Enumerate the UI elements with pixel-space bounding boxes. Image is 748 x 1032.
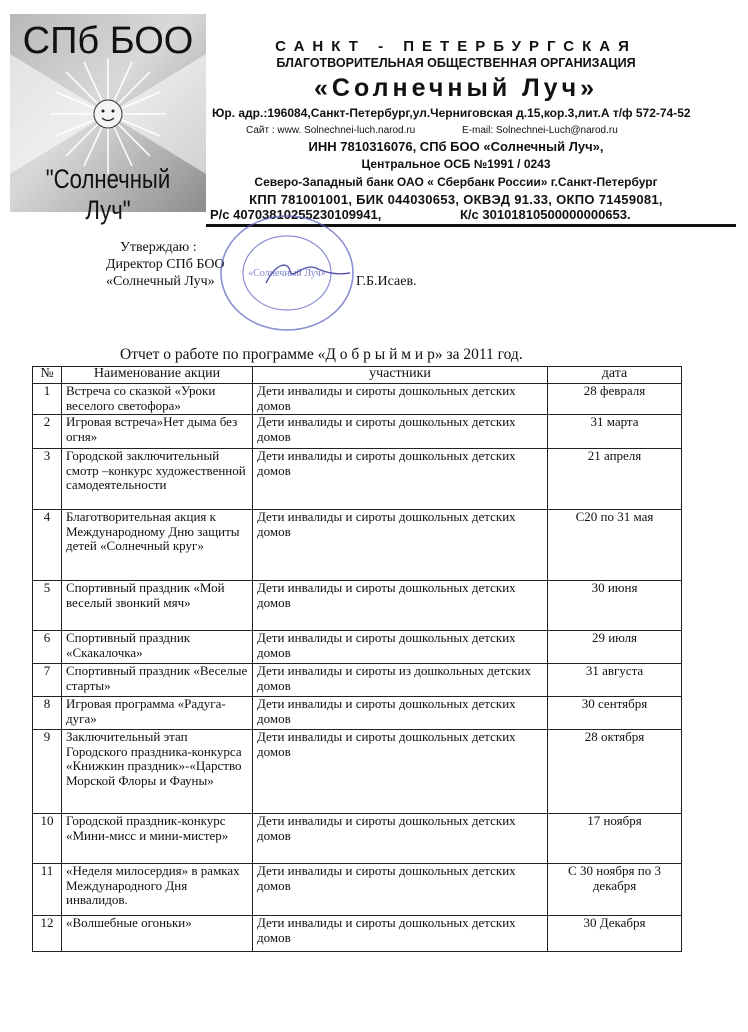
row-number: 1 — [33, 384, 62, 415]
table-row — [33, 581, 682, 631]
row-action: Игровая программа «Радуга-дуга» — [62, 697, 253, 730]
row-action: Городской праздник-конкурс «Мини-мисс и мини-мистер» — [62, 814, 253, 864]
approval-signatory: Г.Б.Исаев. — [356, 274, 417, 289]
approval-organization: «Солнечный Луч» — [106, 274, 215, 289]
row-date: 17 ноября — [548, 814, 682, 864]
logo-top-text: СПб БОО — [22, 20, 194, 62]
table-header-row — [33, 367, 682, 384]
logo-bottom-text: "Солнечный Луч" — [45, 164, 171, 225]
header-participants: участники — [253, 367, 548, 384]
row-participants: Дети инвалиды и сироты дошкольных детских домов — [253, 510, 548, 581]
correspondent-account: К/с 30101810500000000653. — [460, 207, 631, 222]
website-link[interactable]: Сайт : www. Solnechnei-luch.narod.ru — [246, 125, 416, 136]
row-date: 31 марта — [548, 415, 682, 449]
row-action: Встреча со сказкой «Уроки веселого светофора» — [62, 384, 253, 415]
row-number: 4 — [33, 510, 62, 581]
row-action: Благотворительная акция к Международному Дню защиты детей «Солнечный круг» — [62, 510, 253, 581]
table-row — [33, 631, 682, 664]
letterhead-city: САНКТ - ПЕТЕРБУРГСКАЯ — [275, 38, 637, 55]
letterhead-osb: Центральное ОСБ №1991 / 0243 — [361, 157, 551, 171]
letterhead-address: Юр. адр.:196084,Санкт-Петербург,ул.Черниговская д.15,кор.3,лит.А т/ф 572-74-52 — [212, 106, 691, 120]
report-title: Отчет о работе по программе «Д о б р ы й м и р» за 2011 год. — [120, 346, 523, 363]
row-date: 28 октября — [548, 730, 682, 814]
settlement-account: Р/с 40703810255230109941, — [210, 207, 382, 222]
organization-logo — [10, 14, 206, 225]
row-participants: Дети инвалиды и сироты дошкольных детских домов — [253, 864, 548, 916]
row-date: 30 сентября — [548, 697, 682, 730]
letterhead-inn: ИНН 7810316076, СПб БОО «Солнечный Луч», — [308, 139, 604, 154]
row-participants: Дети инвалиды и сироты дошкольных детских домов — [253, 449, 548, 510]
row-date: С 30 ноября по 3 декабря — [548, 864, 682, 916]
header-action: Наименование акции — [62, 367, 253, 384]
table-row — [33, 864, 682, 916]
row-participants: Дети инвалиды и сироты дошкольных детских домов — [253, 916, 548, 952]
row-action: Спортивный праздник «Веселые старты» — [62, 664, 253, 697]
letterhead-org-type: БЛАГОТВОРИТЕЛЬНАЯ ОБЩЕСТВЕННАЯ ОРГАНИЗАЦИЯ — [276, 56, 636, 70]
events-table — [32, 366, 682, 952]
row-number: 12 — [33, 916, 62, 952]
row-participants: Дети инвалиды и сироты дошкольных детских домов — [253, 814, 548, 864]
approval-position: Директор СПб БОО — [106, 257, 225, 272]
email-link[interactable]: E-mail: Solnechnei-Luch@narod.ru — [462, 125, 618, 136]
letterhead-codes: КПП 781001001, БИК 044030653, ОКВЭД 91.33, ОКПО 71459081, — [249, 192, 663, 207]
row-action: «Волшебные огоньки» — [62, 916, 253, 952]
table-row — [33, 916, 682, 952]
row-date: 21 апреля — [548, 449, 682, 510]
row-number: 2 — [33, 415, 62, 449]
table-row — [33, 730, 682, 814]
row-number: 8 — [33, 697, 62, 730]
table-row — [33, 449, 682, 510]
table-row — [33, 415, 682, 449]
stamp-text: «Солнечный Луч» — [248, 268, 326, 279]
row-number: 11 — [33, 864, 62, 916]
row-number: 6 — [33, 631, 62, 664]
row-action: Игровая встреча»Нет дыма без огня» — [62, 415, 253, 449]
row-participants: Дети инвалиды и сироты дошкольных детских домов — [253, 730, 548, 814]
row-number: 3 — [33, 449, 62, 510]
row-participants: Дети инвалиды и сироты из дошкольных детских домов — [253, 664, 548, 697]
table-row — [33, 697, 682, 730]
table-row — [33, 510, 682, 581]
letterhead-contacts — [246, 125, 746, 136]
row-number: 9 — [33, 730, 62, 814]
row-action: «Неделя милосердия» в рамках Международного Дня инвалидов. — [62, 864, 253, 916]
row-participants: Дети инвалиды и сироты дошкольных детских домов — [253, 415, 548, 449]
table-row — [33, 814, 682, 864]
row-participants: Дети инвалиды и сироты дошкольных детских домов — [253, 384, 548, 415]
row-number: 10 — [33, 814, 62, 864]
row-action: Городской заключительный смотр –конкурс художественной самодеятельности — [62, 449, 253, 510]
header-number: № — [33, 367, 62, 384]
row-date: 29 июля — [548, 631, 682, 664]
row-number: 7 — [33, 664, 62, 697]
row-participants: Дети инвалиды и сироты дошкольных детских домов — [253, 631, 548, 664]
row-action: Заключительный этап Городского праздника-конкурса «Книжкин праздник»-«Царство Морской Флоры и Фауны» — [62, 730, 253, 814]
letterhead-bank: Северо-Западный банк ОАО « Сбербанк России» г.Санкт-Петербург — [254, 175, 658, 189]
row-date: 31 августа — [548, 664, 682, 697]
approval-label: Утверждаю : — [120, 240, 197, 255]
row-action: Спортивный праздник «Мой веселый звонкий мяч» — [62, 581, 253, 631]
table-row — [33, 384, 682, 415]
row-date: 28 февраля — [548, 384, 682, 415]
row-participants: Дети инвалиды и сироты дошкольных детских домов — [253, 581, 548, 631]
table-row — [33, 664, 682, 697]
header-date: дата — [548, 367, 682, 384]
letterhead-org-name: «Солнечный Луч» — [313, 74, 598, 102]
row-action: Спортивный праздник «Скакалочка» — [62, 631, 253, 664]
row-date: 30 Декабря — [548, 916, 682, 952]
organization-stamp — [218, 213, 356, 333]
row-participants: Дети инвалиды и сироты дошкольных детских домов — [253, 697, 548, 730]
row-number: 5 — [33, 581, 62, 631]
row-date: С20 по 31 мая — [548, 510, 682, 581]
row-date: 30 июня — [548, 581, 682, 631]
